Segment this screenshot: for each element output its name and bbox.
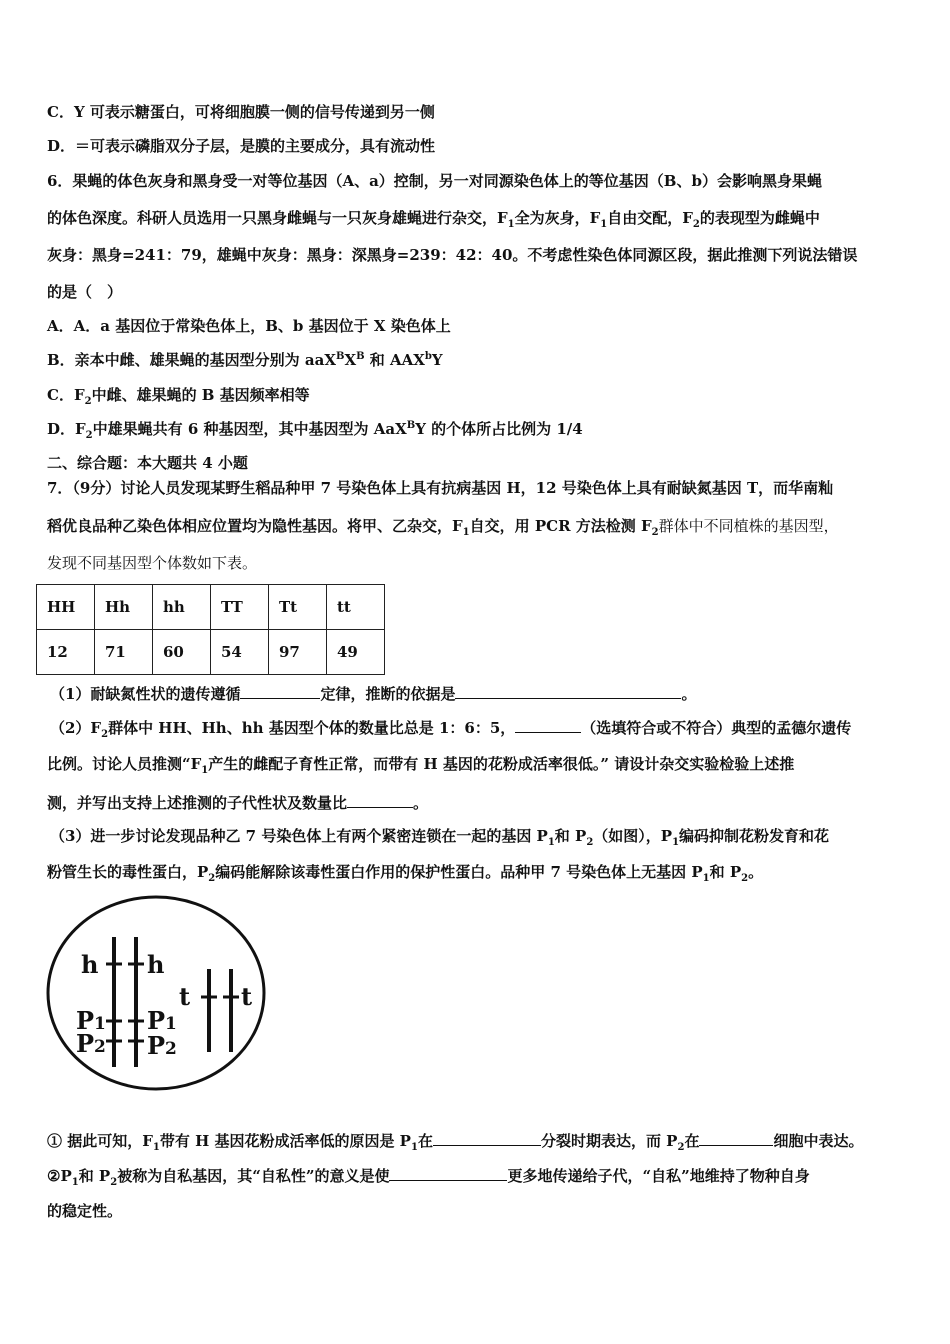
answer-blank[interactable] [347,791,413,808]
text: 和 P [709,863,742,881]
label-p2-right [147,1031,177,1060]
subscript: 2 [101,729,109,740]
text: 细胞中表达。 [773,1132,864,1150]
text: X [344,351,357,369]
q6-option-b [47,350,907,370]
subscript: 1 [507,219,515,230]
q7-line1: 7．（9分）讨论人员发现某野生稻品种甲 7 号染色体上具有抗病基因 H，12 号染色体上具有耐缺氮基因 T，而华南籼 [47,479,834,497]
table-cell: 60 [153,630,211,675]
text: C．F [47,386,85,404]
text: Y [431,351,443,369]
subscript: 2 [110,1177,118,1188]
genotype-table [36,584,385,675]
text: 测，并写出支持上述推测的子代性状及数量比 [47,794,348,812]
q7-line3: 发现不同基因型个体数如下表。 [47,554,258,572]
subscript: 2 [586,837,594,848]
option-c-prev: C．Y 可表示糖蛋白，可将细胞膜一侧的信号传递到另一侧 [47,103,435,121]
subscript: 1 [201,765,209,776]
q6-line4: 的是（ ） [47,283,123,301]
text: 。 [413,794,429,812]
subscript: 1 [547,837,555,848]
text: （选填符合或不符合）典型的孟德尔遗传 [581,719,852,737]
q7-sub2-line1 [47,1164,907,1186]
q7-sub1 [47,1129,907,1151]
label-h-right: h [147,950,165,979]
text: 比例。讨论人员推测“F [47,755,202,773]
q7-part2-line1 [50,716,910,738]
text: 粉管生长的毒性蛋白，P [47,863,209,881]
table-cell: 71 [95,630,153,675]
text: 稻优良品种乙染色体相应位置均为隐性基因。将甲、乙杂交，F [47,517,463,535]
text: Y 的个体所占比例为 1/4 [415,420,583,438]
text: 自交，用 PCR 方法检测 F [469,517,652,535]
q6-option-c [47,385,907,405]
text: 中雌、雄果蝇的 B 基因频率相等 [91,386,310,404]
table-header-cell: Hh [95,585,153,630]
text: 产生的雌配子育性正常，而带有 H 基因的花粉成活率很低。” 请设计杂交实验检验上述推 [208,755,795,773]
text: 。 [681,685,697,703]
subscript: 2 [84,396,92,407]
table-cell: 49 [327,630,385,675]
subscript: 1 [672,837,680,848]
text: 和 P [554,827,587,845]
text: 和 AAX [364,351,425,369]
subscript: 1 [600,219,608,230]
text: 中雄果蝇共有 6 种基因型，其中基因型为 AaX [92,420,407,438]
label-p: P [147,1031,166,1060]
text: 带有 H 基因花粉成活率低的原因是 P [159,1132,411,1150]
text: 在 [417,1132,433,1150]
q7-part2-line2 [47,754,907,774]
superscript: b [424,351,432,362]
section-title: 二、综合题：本大题共 4 小题 [47,454,248,472]
answer-blank[interactable] [455,682,681,699]
label-p: P [76,1029,95,1058]
text: 。 [748,863,764,881]
subscript: 2 [741,873,749,884]
text: B．亲本中雌、雄果蝇的基因型分别为 aaX [47,351,336,369]
table-header-cell: hh [153,585,211,630]
text: 群体中 HH、Hh、hh 基因型个体的数量比总是 1：6：5， [108,719,516,737]
table-header-row [37,585,385,630]
label-sub: 1 [165,1014,177,1034]
label-sub: 2 [165,1039,177,1059]
text: （3）进一步讨论发现品种乙 7 号染色体上有两个紧密连锁在一起的基因 P [50,827,548,845]
text: （如图），P [593,827,673,845]
q6-line1: 6．果蝇的体色灰身和黑身受一对等位基因（A、a）控制，另一对同源染色体上的等位基因（B、b）会影响黑身果蝇 [47,172,822,190]
text: 在 [684,1132,700,1150]
text: 编码能解除该毒性蛋白作用的保护性蛋白。品种甲 7 号染色体上无基因 P [215,863,703,881]
text: 全为灰身，F [514,209,601,227]
subscript: 1 [410,1142,418,1153]
label-t-left: t [179,982,191,1011]
q6-line2 [47,208,907,228]
subscript: 1 [71,1177,79,1188]
table-row [37,630,385,675]
subscript: 2 [208,873,216,884]
table-cell: 97 [269,630,327,675]
answer-blank[interactable] [699,1129,773,1146]
answer-blank[interactable] [389,1164,507,1181]
subscript: 2 [692,219,700,230]
option-d-prev: D．＝可表示磷脂双分子层，是膜的主要成分，具有流动性 [47,137,436,155]
q7-part2-line3 [47,791,907,813]
text: 群体中不同植株的基因型， [658,517,839,535]
q7-sub2-line2: 的稳定性。 [47,1202,123,1220]
subscript: 2 [85,430,93,441]
table-cell: 12 [37,630,95,675]
text: 分裂时期表达，而 P [540,1132,678,1150]
q6-option-d [47,419,907,439]
subscript: 1 [702,873,710,884]
q6-line3: 灰身：黑身=241：79，雄蝇中灰身：黑身：深黑身=239：42：40。不考虑性染色体同源区段，据此推测下列说法错误 [47,246,858,264]
subscript: 2 [651,527,659,538]
answer-blank[interactable] [433,1129,541,1146]
subscript: 1 [152,1142,160,1153]
text: 被称为自私基因，其“自私性”的意义是使 [117,1167,390,1185]
text: ②P [47,1167,72,1185]
superscript: B [406,420,416,431]
table-cell: 54 [211,630,269,675]
text: 的表现型为雌蝇中 [699,209,820,227]
answer-blank[interactable] [240,682,320,699]
label-h-left: h [81,950,99,979]
text: （1）耐缺氮性状的遗传遵循 [50,685,241,703]
text: ① 据此可知，F [47,1132,153,1150]
superscript: B [356,351,365,362]
text: 定律，推断的依据是 [320,685,456,703]
text: D．F [47,420,86,438]
label-p: P [76,1006,95,1035]
superscript: B [335,351,345,362]
q6-option-a: A．A．a 基因位于常染色体上，B、b 基因位于 X 染色体上 [47,317,451,335]
text: 的体色深度。科研人员选用一只黑身雌蝇与一只灰身雄蝇进行杂交，F [47,209,508,227]
answer-blank[interactable] [515,716,581,733]
text: 更多地传递给子代，“自私”地维持了物种自身 [507,1167,810,1185]
text: 编码抑制花粉发育和花 [679,827,830,845]
label-sub: 2 [94,1037,106,1057]
q7-part3-line1 [50,826,910,846]
label-t-right: t [241,982,253,1011]
chromosome-diagram [44,892,270,1094]
table-header-cell: HH [37,585,95,630]
q7-part1 [50,682,910,704]
subscript: 1 [462,527,470,538]
q7-part3-line2 [47,862,907,882]
subscript: 2 [677,1142,685,1153]
table-header-cell: Tt [269,585,327,630]
label-p: P [147,1006,166,1035]
table-header-cell: TT [211,585,269,630]
text: 自由交配，F [607,209,693,227]
text: （2）F [50,719,102,737]
q7-line2 [47,516,907,536]
table-header-cell: tt [327,585,385,630]
label-sub: 1 [94,1014,106,1034]
text: 和 P [78,1167,111,1185]
